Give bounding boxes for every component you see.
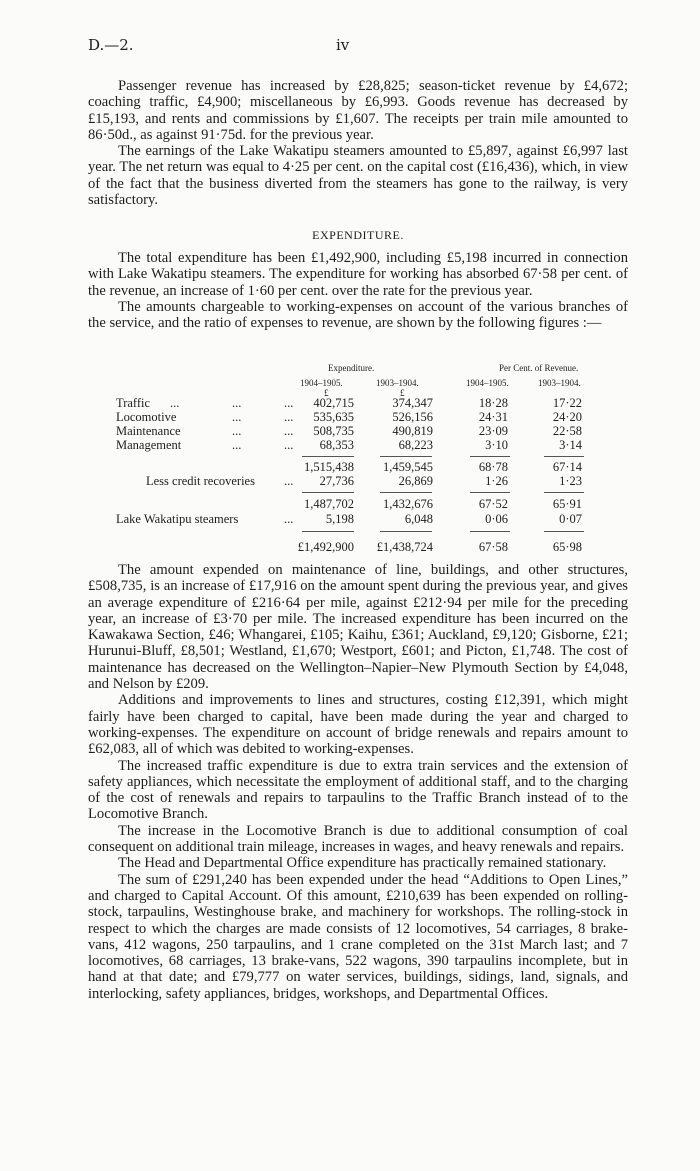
exp-1903: 1,459,545 xyxy=(383,460,433,474)
dot-leader: ... xyxy=(284,424,294,438)
paragraph: The sum of £291,240 has been expended under the head “Additions to Open Lines,” and charged to Capital Account. Of this amount, £210,639 has been expended on rolling-stock, tarpaulins, Westinghouse brake, and machinery for workshops. The rolling-stock in respect to which the charges are made consists of 12 locomotives, 54 carriages, 8 brake-vans, 412 wagons, 250 tarpaulins, and 1 crane completed on the 31st March last; and 7 locomotives, 68 carriages, 13 brake-vans, 522 wagons, 390 tarpaulins incomplete, but in hand at that date; and £79,777 on water services, buildings, sidings, land, signals, and interlocking, safety appliances, bridges, workshops, and Departmental Offices. xyxy=(88,871,628,1002)
dot-leader: ... xyxy=(284,410,294,424)
paragraph: Passenger revenue has increased by £28,825; season-ticket revenue by £4,672; coaching traffic, £4,900; miscellaneous by £6,993. Goods revenue has decreased by £15,193, and rents and commissions by £1,607. The receipts per train mile amounted to 86·50d., as against 91·75d. for the previous year. xyxy=(88,78,628,143)
rule xyxy=(544,492,584,493)
pct-1903: 0·07 xyxy=(559,512,582,526)
dot-leader: ... xyxy=(170,396,180,410)
exp-1904: 5,198 xyxy=(325,512,354,526)
rule xyxy=(302,492,354,493)
exp-1903: 26,869 xyxy=(398,474,433,488)
pct-1904: 67·52 xyxy=(478,497,508,511)
exp-1904: 1,515,438 xyxy=(304,460,354,474)
dot-leader: ... xyxy=(232,396,242,410)
rule xyxy=(302,531,354,532)
pct-1904: 67·58 xyxy=(478,540,508,554)
header-percent-of-revenue: Per Cent. of Revenue. xyxy=(499,363,579,373)
dot-leader: ... xyxy=(284,474,294,488)
exp-1903: 526,156 xyxy=(392,410,433,424)
header-pct-1903: 1903–1904. xyxy=(538,378,581,388)
exp-1903: 1,432,676 xyxy=(383,497,433,511)
dot-leader: ... xyxy=(232,424,242,438)
currency-1904: £ xyxy=(324,388,329,398)
row-label: Locomotive xyxy=(116,410,177,424)
header-expenditure: Expenditure. xyxy=(328,363,375,373)
rule xyxy=(302,456,354,457)
pct-1904: 24·31 xyxy=(478,410,508,424)
exp-1903: £1,438,724 xyxy=(376,540,433,554)
row-label: Maintenance xyxy=(116,424,181,438)
pct-1903: 17·22 xyxy=(552,396,582,410)
header-pct-1904: 1904–1905. xyxy=(466,378,509,388)
maintenance-text xyxy=(88,562,628,1002)
dot-leader: ... xyxy=(284,396,294,410)
pct-1903: 22·58 xyxy=(552,424,582,438)
rule xyxy=(380,456,432,457)
exp-1903: 374,347 xyxy=(392,396,433,410)
page-number: iv xyxy=(336,36,350,54)
rule xyxy=(470,531,510,532)
paragraph: The increase in the Locomotive Branch is due to additional consumption of coal consequent on additional train mileage, increases in wages, and heavy renewals and repairs. xyxy=(88,822,628,856)
rule xyxy=(380,531,432,532)
paragraph: The increased traffic expenditure is due to extra train services and the extension of safety appliances, which necessitate the employment of additional staff, and to the charging of the cost of renewals and repairs to tarpaulins to the Traffic Branch instead of to the Locomotive Branch. xyxy=(88,757,628,823)
exp-1904: 508,735 xyxy=(313,424,354,438)
pct-1904: 23·09 xyxy=(478,424,508,438)
exp-1904: 535,635 xyxy=(313,410,354,424)
pct-1904: 0·06 xyxy=(485,512,508,526)
exp-1903: 68,223 xyxy=(398,438,433,452)
exp-1903: 6,048 xyxy=(404,512,433,526)
pct-1903: 65·98 xyxy=(552,540,582,554)
document-reference: D.—2. xyxy=(88,36,134,54)
exp-1904: 27,736 xyxy=(319,474,354,488)
rule xyxy=(380,492,432,493)
header-year-1903: 1903–1904. xyxy=(376,378,419,388)
exp-1904: 68,353 xyxy=(319,438,354,452)
paragraph: The Head and Departmental Office expenditure has practically remained stationary. xyxy=(118,855,607,872)
rule xyxy=(544,531,584,532)
exp-1904: 402,715 xyxy=(313,396,354,410)
pct-1903: 24·20 xyxy=(552,410,582,424)
pct-1903: 65·91 xyxy=(552,497,582,511)
row-label: Management xyxy=(116,438,182,452)
pct-1903: 1·23 xyxy=(559,474,582,488)
rule xyxy=(470,492,510,493)
paragraph: The amounts chargeable to working-expenses on account of the various branches of the service, and the ratio of expenses to revenue, are shown by the following figures :— xyxy=(88,298,628,332)
header-year-1904: 1904–1905. xyxy=(300,378,343,388)
paragraph: Additions and improvements to lines and structures, costing £12,391, which might fairly have been charged to capital, have been made during the year and charged to working-expenses. The expenditure on account of bridge renewals and repairs amount to £62,083, all of which was debited to working-expenses. xyxy=(88,692,628,758)
dot-leader: ... xyxy=(284,512,294,526)
rule xyxy=(470,456,510,457)
rule xyxy=(544,456,584,457)
dot-leader: ... xyxy=(232,438,242,452)
pct-1904: 3·10 xyxy=(485,438,508,452)
row-label: Traffic xyxy=(116,396,151,410)
pct-1903: 3·14 xyxy=(559,438,582,452)
pct-1904: 68·78 xyxy=(478,460,508,474)
dot-leader: ... xyxy=(284,438,294,452)
dot-leader: ... xyxy=(232,410,242,424)
row-label: Lake Wakatipu steamers xyxy=(116,512,239,526)
currency-1903: £ xyxy=(400,388,405,398)
exp-1904: £1,492,900 xyxy=(297,540,354,554)
exp-1903: 490,819 xyxy=(392,424,433,438)
row-label: Less credit recoveries xyxy=(146,474,255,488)
paragraph: The earnings of the Lake Wakatipu steamers amounted to £5,897, against £6,997 last year. The net return was equal to 4·25 per cent. on the capital cost (£16,436), which, in view of the fact that the business diverted from the steamers has gone to the railway, is very satisfactory. xyxy=(88,143,628,209)
pct-1903: 67·14 xyxy=(552,460,582,474)
pct-1904: 1·26 xyxy=(485,474,508,488)
section-heading: EXPENDITURE. xyxy=(312,228,404,242)
paragraph: The total expenditure has been £1,492,900, including £5,198 incurred in connection with Lake Wakatipu steamers. The expenditure for working has absorbed 67·58 per cent. of the revenue, an increase of 1·60 per cent. over the rate for the previous year. xyxy=(88,250,628,299)
paragraph: The amount expended on maintenance of line, buildings, and other structures, £508,735, is an increase of £17,916 on the amount spent during the previous year, and gives an average expenditure of £216·64 per mile, against £212·94 per mile for the preceding year, an increase of £3·70 per mile. The increased expenditure has been incurred on the Kawakawa Section, £46; Whangarei, £105; Kaihu, £361; Auckland, £9,120; Gisborne, £21; Hurunui-Bluff, £8,501; Westland, £1,670; Westport, £601; and Picton, £1,748. The cost of maintenance has decreased on the Wellington–Napier–New Plymouth Section by £4,048, and Nelson by £209. xyxy=(88,562,628,693)
exp-1904: 1,487,702 xyxy=(304,497,354,511)
pct-1904: 18·28 xyxy=(478,396,508,410)
